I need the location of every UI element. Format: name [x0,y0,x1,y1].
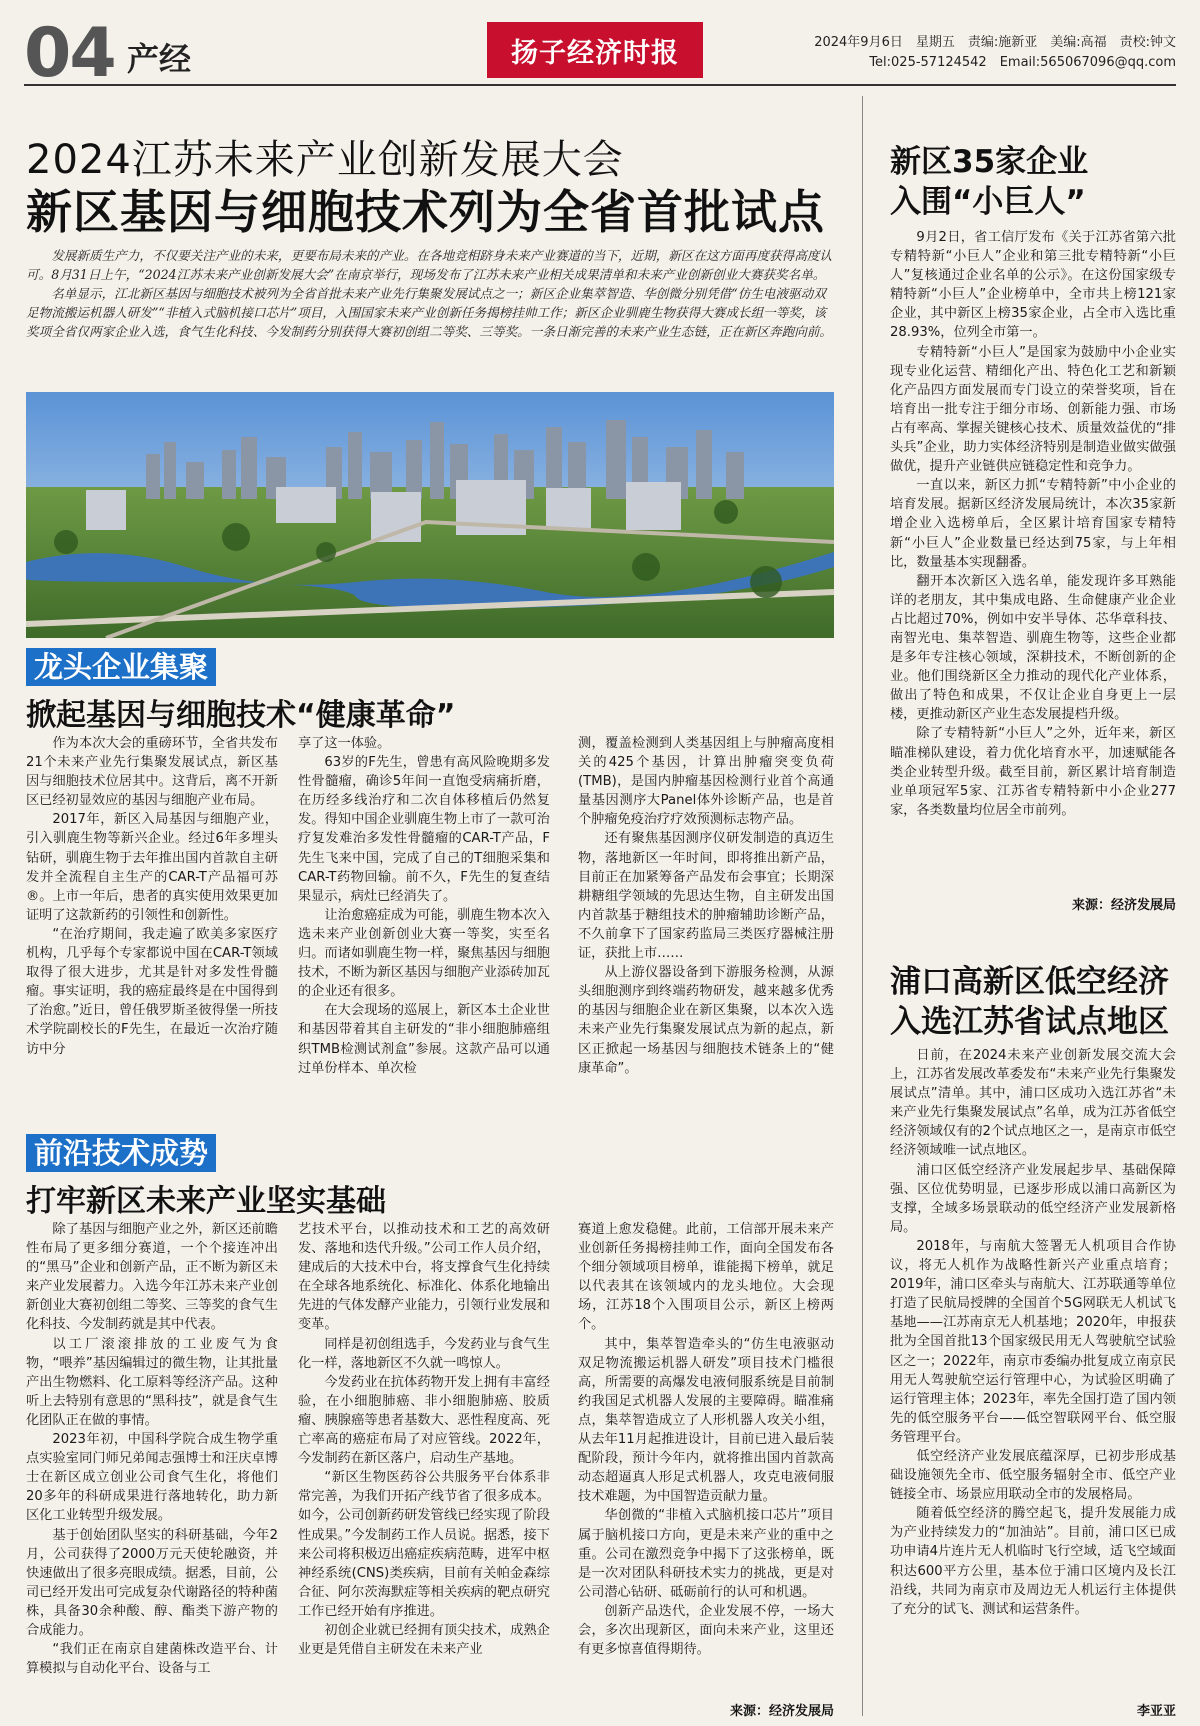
side2-headline [890,962,1176,1042]
side1-title-line: 新区35家企业 [890,144,1089,180]
main-headline: 新区基因与细胞技术列为全省首批试点 [26,185,825,239]
body-paragraph: 初创企业就已经拥有顶尖技术，成熟企业更是凭借自主研发在未来产业 [298,1622,550,1658]
section2-tag: 前沿技术成势 [26,1134,216,1172]
section2-header [26,1136,216,1170]
body-paragraph: 今发药业在抗体药物开发上拥有丰富经验，在小细胞肺癌、非小细胞肺癌、胶质瘤、胰腺癌等患者基数大、恶性程度高、死亡率高的癌症布局了对应管线。2022年，今发制药在新区落户，启动生产基地。 [298,1374,550,1467]
body-paragraph: 除了基因与细胞产业之外，新区还前瞻性布局了更多细分赛道，一个个接连冲出的“黑马”企业和创新产品，正不断为新区未来产业发展蓄力。入选今年江苏未来产业创新创业大赛初创组二等奖、三等奖的食气生化科技、今发制药就是其中代表。 [26,1222,278,1333]
section1-column-3 [578,734,834,1078]
section1-column-2 [298,734,550,1078]
masthead-contact: Tel:025-57124542 Email:565067096@qq.com [869,55,1176,70]
city-aerial-illustration [26,392,834,638]
body-paragraph: 其中，集萃智造牵头的“仿生电液驱动双足物流搬运机器人研发”项目技术门槛很高，所需要的高爆发电液伺服系统是目前制约我国足式机器人发展的主要障碍。瞄准痛点，集萃智造成立了人形机器人攻关小组，从去年11月起推进设计，目前已进入最后装配阶段，预计今年内，就将推出国内首款高动态超逼真人形足式机器人，攻克电液伺服技术难题，为中国智造贡献力量。 [578,1336,834,1505]
section2-source: 来源：经济发展局 [729,1704,834,1719]
body-paragraph: 浦口区低空经济产业发展起步早、基础保障强、区位优势明显，已逐步形成以浦口高新区为支撑，全域多场景联动的低空经济产业发展新格局。 [890,1162,1176,1235]
top-rule [24,84,1176,86]
masthead-info [814,33,1176,73]
body-paragraph: “在治疗期间，我走遍了欧美多家医疗机构，几乎每个专家都说中国在CAR-T领域取得了很大进步，尤其是针对多发性骨髓瘤。事实证明，我的癌症最终是在中国得到了治愈。”近日，曾任俄罗斯圣彼得堡一所技术学院副校长的F先生，在最近一次治疗随访中分 [26,926,278,1057]
body-paragraph: 除了专精特新“小巨人”之外，近年来，新区瞄准梯队建设，着力优化培育水平，加速赋能各类企业转型升级。截至目前，新区累计培育制造业单项冠军5家、江苏省专精特新中小企业277家，各类数量均位居全市前列。 [890,726,1176,818]
side1-headline [890,142,1176,222]
page-number: 04 [24,14,115,93]
body-paragraph: 测，覆盖检测到人类基因组上与肿瘤高度相关的425个基因，计算出肿瘤突变负荷(TMB)，是国内肿瘤基因检测行业首个高通量基因测序大Panel体外诊断产品，也是首个肿瘤免疫治疗疗效预测标志物产品。 [578,736,834,828]
body-paragraph: 赛道上愈发稳健。此前，工信部开展未来产业创新任务揭榜挂帅工作，面向全国发布各个细分领域项目榜单，谁能揭下榜单，就足以代表其在该领域内的龙头地位。大会现场，江苏18个入围项目公示，新区上榜两个。 [578,1222,834,1333]
section2-column-3 [578,1220,834,1659]
body-paragraph: 2023年初，中国科学院合成生物学重点实验室同门师兄弟闻志强博士和汪庆卓博士在新区成立创业公司食气生化，将他们20多年的科研成果进行落地转化，助力新区化工业转型升级发展。 [26,1432,278,1524]
main-lead [26,246,834,341]
body-paragraph: 还有聚焦基因测序仪研发制造的真迈生物，落地新区一年时间，即将推出新产品，目前正在加紧筹备产品发布会事宜；长期深耕糖组学领域的先思达生物，自主研发出国内首款基于糖组技术的肿瘤辅助诊断产品，不久前拿下了国家药监局三类医疗器械注册证，获批上市…… [578,831,834,962]
body-paragraph: 日前，在2024未来产业创新发展交流大会上，江苏省发展改革委发布“未来产业先行集聚发展试点”清单。其中，浦口区成功入选江苏省“未来产业先行集聚发展试点”名单，成为江苏省低空经济领域仅有的2个试点地区之一，是南京市低空经济领域唯一试点地区。 [890,1048,1176,1159]
lead-paragraph: 名单显示，江北新区基因与细胞技术被列为全省首批未来产业先行集聚发展试点之一；新区企业集萃智造、华创微分别凭借“仿生电液驱动双足物流搬运机器人研发”“非植入式脑机接口芯片”项目，入围国家未来产业创新任务揭榜挂帅工作；新区企业驯鹿生物获得大赛成长组一等奖，该奖项全省仅两家企业入选，食气生化科技、今发制药分别获得大赛初创组二等奖、三等奖。一条日渐完善的未来产业生态链，正在新区奔跑向前。 [26,286,832,339]
body-paragraph: 随着低空经济的腾空起飞，提升发展能力成为产业持续发力的“加油站”。目前，浦口区已成功申请4片连片无人机临时飞行空域，适飞空域面积达600平方公里，基本位于浦口区境内及长江沿线，共同为南京市及周边无人机运行主体提供了充分的试飞、测试和运营条件。 [890,1506,1176,1617]
body-paragraph: 同样是初创组选手，今发药业与食气生化一样，落地新区不久就一鸣惊人。 [298,1336,550,1371]
body-paragraph: 华创微的“非植入式脑机接口芯片”项目属于脑机接口方向，更是未来产业的重中之重。公司在激烈竞争中揭下了这张榜单，既是一次对团队科研技术实力的挑战，更是对公司潜心钻研、砥砺前行的认可和机遇。 [578,1508,834,1600]
section1-header [26,650,216,684]
side2-body [890,1046,1176,1619]
body-paragraph: 作为本次大会的重磅环节，全省共发布21个未来产业先行集聚发展试点，新区基因与细胞技术位居其中。这背后，离不开新区已经初显效应的基因与细胞产业布局。 [26,736,278,809]
body-paragraph: “新区生物医药谷公共服务平台体系非常完善，为我们开拓产线节省了很多成本。如今，公司创新药研发管线已经实现了阶段性成果。”今发制药工作人员说。据悉，接下来公司将积极迈出癌症疾病范畴，进军中枢神经系统(CNS)类疾病，目前有关帕金森综合征、阿尔茨海默症等相关疾病的靶点研究工作已经开始有序推进。 [298,1470,550,1619]
section1-tag: 龙头企业集聚 [26,648,216,686]
newspaper-logo: 扬子经济时报 [487,22,703,78]
body-paragraph: 基于创始团队坚实的科研基础，今年2月，公司获得了2000万元天使轮融资，并快速做出了很多亮眼成绩。据悉，目前，公司已经开发出可完成复杂代谢路径的特种菌株，具备30余种酸、醇、酯类下游产物的合成能力。 [26,1527,278,1638]
side2-byline: 李亚亚 [1136,1704,1176,1719]
body-paragraph: 让治愈癌症成为可能，驯鹿生物本次入选未来产业创新创业大赛一等奖，实至名归。而诸如驯鹿生物一样，聚焦基因与细胞技术，不断为新区基因与细胞产业添砖加瓦的企业还有很多。 [298,907,550,1000]
body-paragraph: 9月2日，省工信厅发布《关于江苏省第六批专精特新“小巨人”企业和第三批专精特新“小巨人”复核通过企业名单的公示》。在这份国家级专精特新“小巨人”企业榜单中，全市共上榜121家企业，其中新区上榜35家企业，占全市入选比重28.93%，位列全市第一。 [890,230,1176,341]
column-divider [862,96,863,1716]
body-paragraph: 以工厂滚滚排放的工业废气为食物，“喂养”基因编辑过的微生物，让其批量产出生物燃料、化工原料等经济产品。这种听上去特别有意思的“黑科技”，就是食气生化团队正在做的事情。 [26,1336,278,1428]
body-paragraph: 专精特新“小巨人”是国家为鼓励中小企业实现专业化运营、精细化产出、特色化工艺和新颖化产品四方面发展而专门设立的荣誉奖项，旨在培育出一批专注于细分市场、创新能力强、市场占有率高、掌握关键核心技术、质量效益优的“排头兵”企业，助力实体经济特别是制造业做实做强做优，提升产业链供应链稳定性和竞争力。 [890,344,1176,475]
section1-column-1 [26,734,278,1059]
body-paragraph: 一直以来，新区力抓“专精特新”中小企业的培育发展。据新区经济发展局统计，本次35家新增企业入选榜单后，全区累计培育国家专精特新“小巨人”企业数量已经达到75家，与上年相比，数量基本实现翻番。 [890,478,1176,570]
body-paragraph: 创新产品迭代，企业发展不停，一场大会，多次出现新区，面向未来产业，这里还有更多惊喜值得期待。 [578,1603,834,1658]
lead-paragraph: 发展新质生产力，不仅要关注产业的未来，更要布局未来的产业。在各地竞相跻身未来产业赛道的当下，近期，新区在这方面再度获得高度认可。8月31日上午，“2024江苏未来产业创新发展大会”在南京举行，现场发布了江苏未来产业相关成果清单和未来产业创新创业大赛获奖名单。 [26,248,832,282]
body-paragraph: 在大会现场的巡展上，新区本土企业世和基因带着其自主研发的“非小细胞肺癌组织TMB检测试剂盒”参展。这款产品可以通过单份样本、单次检 [298,1003,550,1076]
section2-title: 打牢新区未来产业坚实基础 [26,1184,386,1219]
section-name: 产经 [127,40,192,78]
section2-column-1 [26,1220,278,1678]
side1-body [890,228,1176,820]
masthead-date-editors: 2024年9月6日 星期五 责编:施新亚 美编:高福 责校:钟文 [814,35,1176,50]
body-paragraph: 2017年，新区入局基因与细胞产业，引入驯鹿生物等新兴企业。经过6年多埋头钻研，驯鹿生物于去年推出国内首款自主研发并全流程自主生产的CAR-T产品福可苏®。上市一年后，患者的真实使用效果更加证明了这款新药的引领性和创新性。 [26,812,278,923]
section2-column-2 [298,1220,550,1659]
body-paragraph: 享了这一体验。 [298,736,391,751]
body-paragraph: “我们正在南京自建菌株改造平台、计算模拟与自动化平台、设备与工 [26,1642,278,1677]
body-paragraph: 低空经济产业发展底蕴深厚，已初步形成基础设施领先全市、低空服务辐射全市、低空产业链接全市、场景应用联动全市的发展格局。 [890,1448,1176,1503]
body-paragraph: 63岁的F先生，曾患有高风险晚期多发性骨髓瘤，确诊5年间一直饱受病痛折磨，在历经多线治疗和二次自体移植后仍然复发。得知中国企业驯鹿生物上市了一款可治疗复发难治多发性骨髓瘤的CAR-T产品，F先生飞来中国，完成了自己的T细胞采集和CAR-T药物回输。前不久，F先生的复查结果显示，病灶已经消失了。 [298,755,550,904]
body-paragraph: 翻开本次新区入选名单，能发现许多耳熟能详的老朋友，其中集成电路、生命健康产业企业占比超过70%，例如中安半导体、芯华章科技、南智光电、集萃智造、驯鹿生物等，这些企业都是多年专注核心领域，深耕技术，不断创新的企业。他们围绕新区全力推动的现代化产业体系，做出了特色和成果，不仅让企业自身更上一层楼，更推动新区产业生态发展提档升级。 [890,573,1176,723]
body-paragraph: 2018年，与南航大签署无人机项目合作协议，将无人机作为战略性新兴产业重点培育；2019年，浦口区牵头与南航大、江苏联通等单位打造了民航局授牌的全国首个5G网联无人机试飞基地——江苏南京无人机基地；2020年，申报获批为全国首批13个国家级民用无人驾驶航空试验区之一；2022年，南京市委编办批复成立南京民用无人驾驶航空运行管理中心，为试验区明确了运行管理主体；2023年，率先全国打造了国内领先的低空服务平台——低空智联网平台、低空服务管理平台。 [890,1238,1176,1445]
side2-title-line: 浦口高新区低空经济 [890,964,1169,1000]
section1-title: 掀起基因与细胞技术“健康革命” [26,698,456,733]
side1-source: 来源：经济发展局 [1071,898,1176,913]
side1-title-line: 入围“小巨人” [890,184,1086,220]
city-aerial-photo [26,392,834,638]
body-paragraph: 艺技术平台，以推动技术和工艺的高效研发、落地和迭代升级。”公司工作人员介绍，建成后的大技术中台，将支撑食气生化持续在全球各地系统化、标准化、体系化地输出先进的气体发酵产业能力，引领行业发展和变革。 [298,1222,550,1333]
side2-title-line: 入选江苏省试点地区 [890,1004,1169,1040]
body-paragraph: 从上游仪器设备到下游服务检测，从源头细胞测序到终端药物研发，越来越多优秀的基因与细胞企业在新区集聚，以本次入选未来产业先行集聚发展试点为新的起点，新区正掀起一场基因与细胞技术链条上的“健康革命”。 [578,965,834,1076]
main-kicker: 2024江苏未来产业创新发展大会 [26,137,624,183]
